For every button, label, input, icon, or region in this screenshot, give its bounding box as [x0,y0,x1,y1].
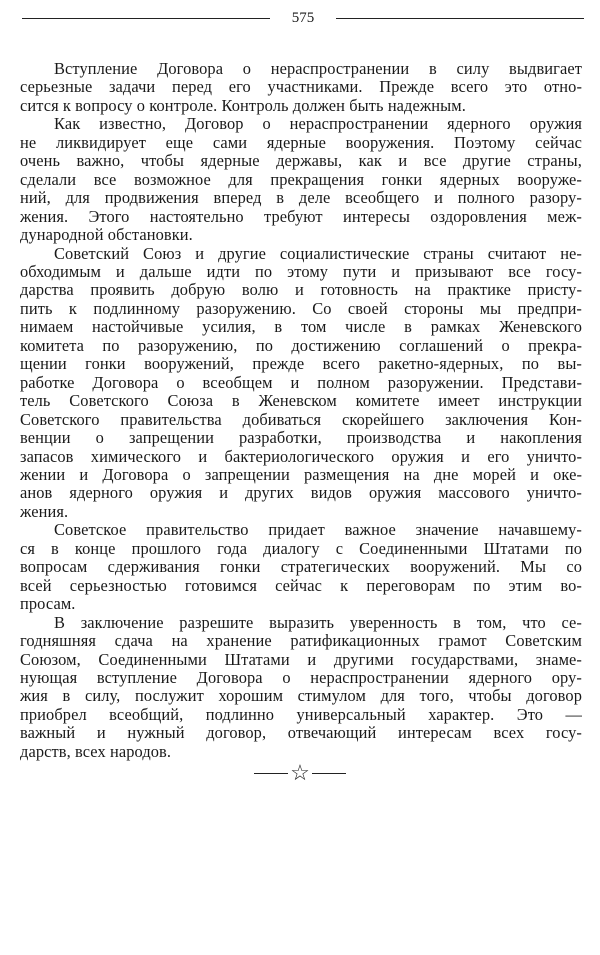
ornament-rule-right [312,773,346,774]
paragraph [20,614,582,762]
text-line: запасов химического и бактериологического оружия и его уничто- [20,447,582,466]
text-line: приобрел всеобщий, подлинно универсальный характер. Это — [20,705,582,724]
text-line: сится к вопросу о контроле. Контроль должен быть надежным. [20,96,466,115]
paragraph [20,115,582,244]
text-line: дарства проявить добрую волю и готовность на практике присту- [20,281,582,300]
text-line: не ликвидирует еще сами ядерные вооружения. Поэтому сейчас [20,133,582,152]
text-line: В заключение разрешите выразить уверенность в том, что се- [54,613,582,632]
text-line: сделали все возможное для прекращения гонки ядерных вооруже- [20,170,582,189]
page-header [22,8,584,28]
text-line: жении и Договора о запрещении размещения на дне морей и оке- [20,465,582,484]
text-line: дарств, всех народов. [20,742,172,761]
text-line: очень важно, чтобы ядерные державы, как и все другие страны, [20,152,582,171]
text-line: просам. [20,595,76,614]
text-line: ний, для продвижения вперед в деле всеобщего и полного разору- [20,189,582,208]
paragraph [20,60,582,115]
text-line: Как известно, Договор о нераспространении ядерного оружия [54,115,582,134]
paragraph [20,245,582,522]
star-icon: ☆ [290,760,310,785]
text-line: венции о запрещении разработки, производства и накопления [20,429,582,448]
section-end-ornament [0,762,600,784]
text-line: вопросам сдерживания гонки стратегических вооружений. Мы со [20,558,582,577]
text-line: пить к подлинному разоружению. Со своей стороны мы предпри- [20,299,582,318]
page-number: 575 [291,9,315,26]
text-line: серьезные задачи перед его участниками. Прежде всего это отно- [20,78,582,97]
text-line: дународной обстановки. [20,226,193,245]
paragraph [20,521,582,613]
text-line: важный и нужный договор, отвечающий интересам всех госу- [20,724,582,743]
text-line: комитета по разоружению, по достижению соглашений о прекра- [20,336,582,355]
text-line: нимаем настойчивые усилия, в том числе в рамках Женевского [20,318,582,337]
text-line: Вступление Договора о нераспространении в силу выдвигает [54,60,582,78]
text-line: жения. Этого настоятельно требуют интересы оздоровления меж- [20,207,582,226]
text-line: жения. [20,502,69,521]
text-line: Советский Союз и другие социалистические страны считают не- [54,244,582,263]
text-line: обходимым и дальше идти по этому пути и призывают все госу- [20,262,582,281]
document-body [20,60,582,761]
text-line: Советское правительство придает важное значение начавшему- [54,521,582,540]
text-line: щении гонки вооружений, прежде всего ракетно-ядерных, по вы- [20,355,582,374]
text-line: ся в конце прошлого года диалогу с Соединенными Штатами по [20,539,582,558]
text-line: анов ядерного оружия и других видов оружия массового уничто- [20,484,582,503]
text-line: нующая вступление Договора о нераспространении ядерного ору- [20,668,582,687]
header-rule-left [22,18,270,19]
text-line: жия в силу, послужит хорошим стимулом для того, чтобы договор [20,687,582,706]
header-rule-right [336,18,584,19]
text-line: Союзом, Соединенными Штатами и другими государствами, знаме- [20,650,582,669]
text-line: годняшняя сдача на хранение ратификационных грамот Советским [20,632,582,651]
ornament-rule-left [254,773,288,774]
text-line: работке Договора о всеобщем и полном разоружении. Представи- [20,373,582,392]
text-line: Советского правительства добиваться скорейшего заключения Кон- [20,410,582,429]
text-line: всей серьезностью готовимся сейчас к переговорам по этим во- [20,576,582,595]
text-line: тель Советского Союза в Женевском комитете имеет инструкции [20,392,582,411]
